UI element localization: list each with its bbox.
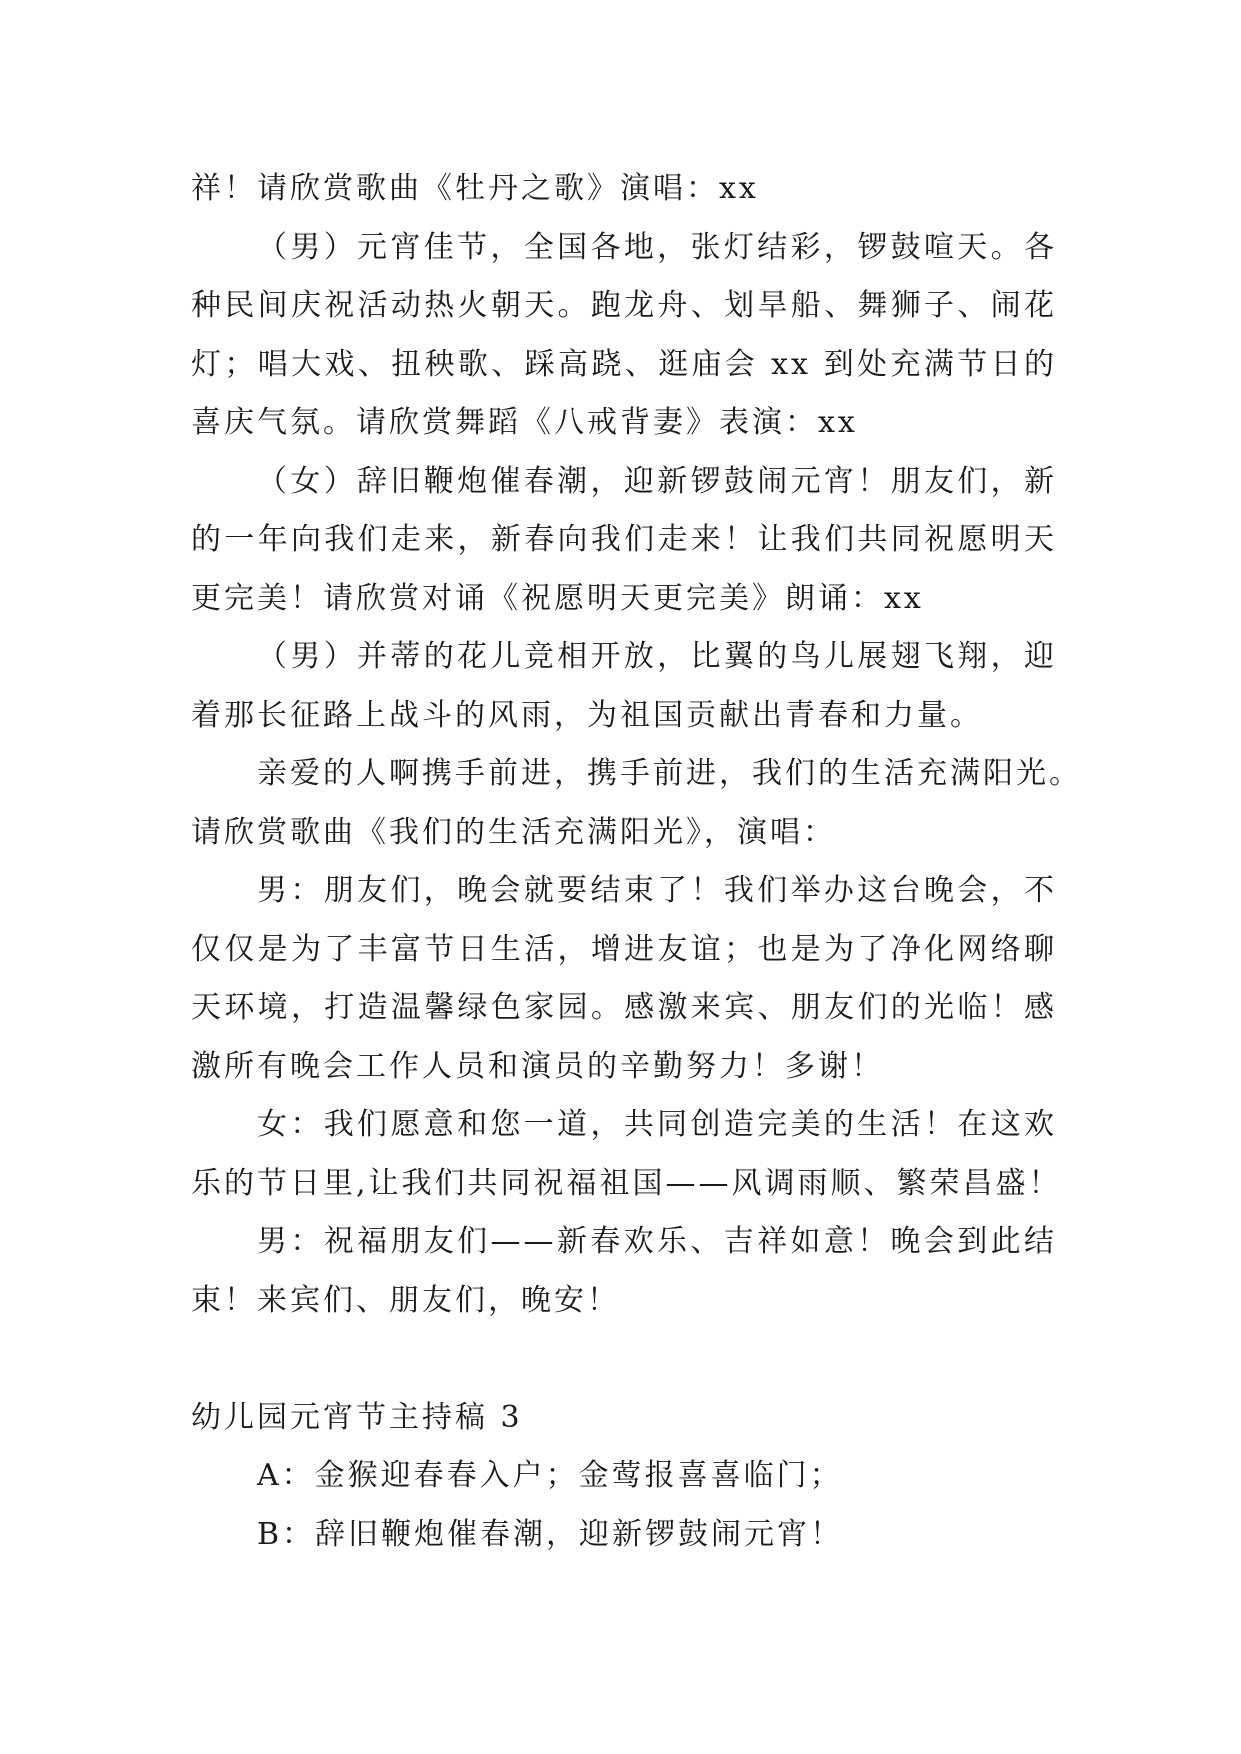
paragraph-3-line-2: 着那长征路上战斗的风雨，为祖国贡献出青春和力量。 [191, 697, 983, 733]
continuation-line-1: 祥！请欣赏歌曲《牡丹之歌》演唱：xx [191, 171, 759, 206]
paragraph-7-line-1: 男：祝福朋友们——新春欢乐、吉祥如意！晚会到此结 [257, 1224, 1057, 1259]
paragraph-5-line-4: 激所有晚会工作人员和演员的辛勤努力！多谢！ [191, 1048, 884, 1084]
paragraph-7-line-2: 束！来宾们、朋友们，晚安！ [191, 1282, 620, 1318]
document-body [191, 160, 1082, 1564]
paragraph-6 [191, 1096, 1062, 1213]
paragraph-1-line-1: （男）元宵佳节，全国各地，张灯结彩，锣鼓喧天。各 [257, 229, 1057, 265]
paragraph-6-line-2: 乐的节日里,让我们共同祝福祖国——风调雨顺、繁荣昌盛！ [191, 1165, 1062, 1201]
paragraph-2-line-3: 更完美！请欣赏对诵《祝愿明天更完美》朗诵：xx [191, 580, 924, 616]
paragraph-7 [191, 1213, 1057, 1330]
section-paragraph-1 [191, 1447, 1057, 1506]
paragraph-4-line-1: 亲爱的人啊携手前进，携手前进，我们的生活充满阳光。 [257, 756, 1082, 791]
paragraph-4 [191, 745, 1082, 862]
paragraph-2-line-2: 的一年向我们走来，新春向我们走来！让我们共同祝愿明天 [191, 522, 1057, 557]
continuation-paragraph [191, 160, 1057, 219]
section-paragraph-1-line-1: A：金猴迎春春入户；金莺报喜喜临门； [257, 1458, 843, 1493]
paragraph-5-line-3: 天环境，打造温馨绿色家园。感激来宾、朋友们的光临！感 [191, 990, 1057, 1025]
paragraph-1-line-2: 种民间庆祝活动热火朝天。跑龙舟、划旱船、舞狮子、闹花 [191, 288, 1057, 323]
section-paragraph-2 [191, 1506, 1057, 1565]
section-heading: 幼儿园元宵节主持稿 3 [191, 1399, 523, 1435]
paragraph-1 [191, 219, 1057, 453]
paragraph-3 [191, 628, 1057, 745]
section-spacer [191, 1330, 1057, 1389]
paragraph-1-line-4: 喜庆气氛。请欣赏舞蹈《八戒背妻》表演：xx [191, 405, 858, 440]
paragraph-4-line-2: 请欣赏歌曲《我们的生活充满阳光》，演唱： [191, 814, 836, 850]
paragraph-5-line-2: 仅仅是为了丰富节日生活，增进友谊；也是为了净化网络聊 [191, 931, 1057, 967]
paragraph-5 [191, 862, 1057, 1096]
paragraph-3-line-1: （男）并蒂的花儿竞相开放，比翼的鸟儿展翅飞翔，迎 [257, 639, 1057, 674]
paragraph-2-line-1: （女）辞旧鞭炮催春潮，迎新锣鼓闹元宵！朋友们，新 [257, 463, 1057, 499]
paragraph-5-line-1: 男：朋友们，晚会就要结束了！我们举办这台晚会，不 [257, 873, 1057, 908]
paragraph-1-line-3: 灯；唱大戏、扭秧歌、踩高跷、逛庙会 xx 到处充满节日的 [191, 346, 1057, 382]
section-paragraph-2-line-1: B：辞旧鞭炮催春潮，迎新锣鼓闹元宵！ [257, 1516, 844, 1552]
paragraph-6-line-1: 女：我们愿意和您一道，共同创造完美的生活！在这欢 [257, 1107, 1057, 1142]
paragraph-2 [191, 453, 1057, 629]
